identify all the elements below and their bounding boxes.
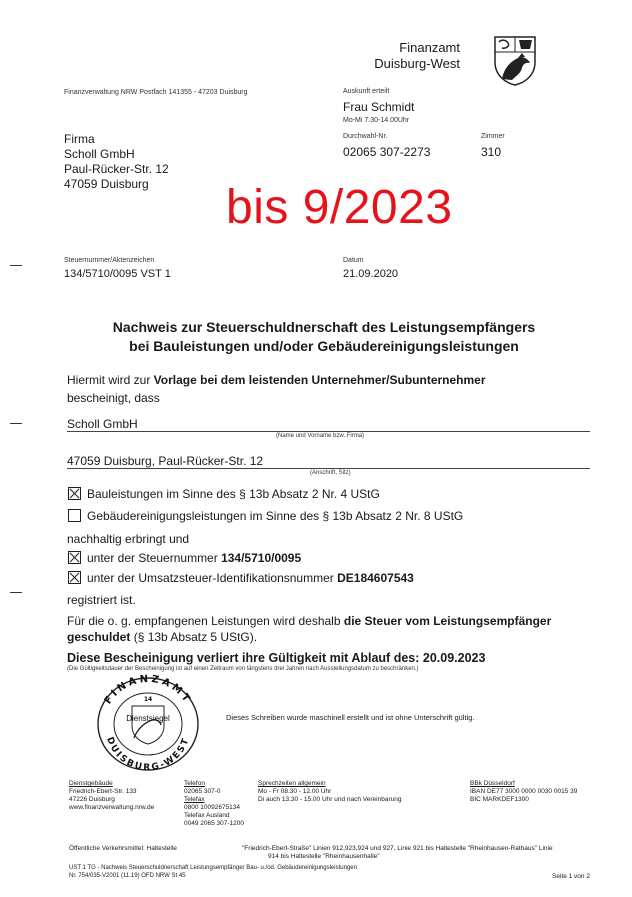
seal-bottom-text: DUISBURG-WEST	[104, 735, 192, 774]
footer-website-link[interactable]: www.finanzverwaltung.nrw.de	[69, 804, 155, 811]
registered-text: registriert ist.	[67, 593, 136, 607]
footer-bank-title: BBk Düsseldorf	[470, 780, 515, 787]
contact-phone: 02065 307-2273	[343, 145, 431, 159]
sender-line: Finanzverwaltung NRW Postfach 141355 - 47203 Duisburg	[64, 89, 248, 96]
footer-bank-line: BIC MARKDEF1300	[470, 796, 529, 803]
contact-room: 310	[481, 145, 502, 159]
footer-building-line: Friedrich-Ebert-Str. 133	[69, 788, 137, 795]
phone-label: Durchwahl-Nr.	[343, 133, 388, 140]
consequence-bold2: geschuldet	[67, 630, 131, 644]
info-label: Auskunft erteilt	[343, 88, 390, 95]
recipient-line: Firma	[64, 132, 95, 146]
footer-bank-line: IBAN DE77 3000 0000 0030 0015 39	[470, 788, 578, 795]
fold-mark-bottom	[10, 592, 22, 593]
service-label: Bauleistungen im Sinne des § 13b Absatz 2 Nr. 4 UStG	[87, 487, 380, 501]
construction-checkbox[interactable]	[68, 487, 81, 500]
consequence-prefix: Für die o. g. empfangenen Leistungen wird deshalb	[67, 614, 344, 628]
page-number: Seite 1 von 2	[552, 873, 590, 880]
footer-building	[69, 780, 154, 812]
footer-hours-line: Di auch 13.30 - 15.00 Uhr und nach Vereinbarung	[258, 796, 402, 803]
footer-building-line: 47226 Duisburg	[69, 796, 115, 803]
form-line1: UST 1 TG - Nachweis Steuerschuldnerschaft Leistungsempfänger Bau- u./od. Gebäudereinigungsleistungen	[69, 865, 357, 871]
validity-heading: Diese Bescheinigung verliert ihre Gültigkeit mit Ablauf des: 20.09.2023	[67, 651, 486, 665]
sustain-text: nachhaltig erbringt und	[67, 532, 190, 546]
registration-prefix: unter der Umsatzsteuer-Identifikationsnummer	[87, 571, 338, 585]
cleaning-checkbox[interactable]	[68, 509, 81, 522]
registration-value: DE184607543	[337, 571, 414, 585]
official-seal-icon	[92, 674, 204, 774]
address-value: 47059 Duisburg, Paul-Rücker-Str. 12	[67, 454, 264, 468]
intro-prefix: Hiermit wird zur	[67, 373, 154, 387]
tax-number-checkbox[interactable]	[68, 551, 81, 564]
consequence-bold1: die Steuer vom Leistungsempfänger	[343, 614, 552, 628]
seal-stamp-label: Dienstsiegel	[126, 714, 170, 723]
validity-annotation: bis 9/2023	[226, 181, 453, 234]
office-city: Duisburg-West	[374, 56, 460, 71]
registration-vat-id	[68, 571, 414, 585]
vat-id-checkbox[interactable]	[68, 571, 81, 584]
registration-value: 134/5710/0095	[221, 551, 302, 565]
recipient-line: 47059 Duisburg	[64, 177, 149, 191]
footer-phone-title: Telefon	[184, 780, 205, 787]
footer-transport-text: "Friedrich-Ebert-Straße" Linien 912,923,924 und 927, Linie 921 bis Haltestelle "Rheinhausen-Rathaus" Linie	[242, 845, 553, 852]
validity-note: (Die Gültigkeitsdauer der Bescheinigung ist auf einen Zeitraum von längstens drei Jahren nach Ausstellungsdatum zu beschränken.)	[67, 666, 419, 672]
consequence-suffix: (§ 13b Absatz 5 UStG).	[130, 630, 258, 644]
intro-text	[67, 373, 486, 387]
machine-note: Dieses Schreiben wurde maschinell erstellt und ist ohne Unterschrift gültig.	[226, 713, 475, 722]
footer-phone-number: 02065 307-0	[184, 788, 221, 795]
service-cleaning	[68, 509, 463, 523]
recipient-line: Paul-Rücker-Str. 12	[64, 162, 169, 176]
office-header	[374, 40, 460, 72]
title-line: Nachweis zur Steuerschuldnerschaft des Leistungsempfängers	[112, 319, 536, 335]
company-value: Scholl GmbH	[67, 417, 138, 431]
date-label: Datum	[343, 257, 364, 264]
form-line2: Nr. 754/035-V2001 (11.19) OFD NRW St 45	[69, 873, 186, 879]
footer-hours-title: Sprechzeiten allgemein	[258, 780, 326, 787]
footer-abroad-number: 0049 2065 307-1200	[184, 820, 245, 827]
service-label: Gebäudereinigungsleistungen im Sinne des § 13b Absatz 2 Nr. 8 UStG	[87, 509, 464, 523]
intro-line2: bescheinigt, dass	[67, 391, 160, 405]
recipient-line: Scholl GmbH	[64, 147, 135, 161]
consequence-line1	[67, 614, 551, 628]
contact-hours: Mo-Mi 7.30-14.00Uhr	[343, 117, 410, 124]
footer-phone	[184, 780, 244, 828]
footer-building-title: Dienstgebäude	[69, 780, 113, 787]
company-underline	[67, 431, 590, 432]
address-underline	[67, 468, 590, 469]
tax-ref-label: Steuernummer/Aktenzeichen	[64, 257, 155, 264]
footer-hours	[258, 780, 401, 804]
footer-transport-text2: 914 bis Haltestelle "Rheinhausenhalle"	[268, 853, 380, 860]
consequence-line2	[67, 630, 257, 644]
tax-ref-value: 134/5710/0095 VST 1	[64, 268, 171, 280]
registration-tax-number	[68, 551, 301, 565]
document-title	[64, 318, 584, 356]
punch-mark	[10, 423, 22, 424]
footer-hours-line: Mo - Fr 08.30 - 12.00 Uhr	[258, 788, 332, 795]
footer-bank	[470, 780, 577, 804]
footer-abroad-title: Telefax Ausland	[184, 812, 230, 819]
date-value: 21.09.2020	[343, 268, 399, 280]
footer-fax-number: 0800 10092675134	[184, 804, 241, 811]
recipient-address	[64, 132, 169, 192]
company-caption: (Name und Vorname bzw. Firma)	[276, 433, 365, 439]
footer-transport-label: Öffentliche Verkehrsmittel: Haltestelle	[69, 845, 177, 852]
nrw-coat-of-arms-icon	[492, 34, 538, 86]
seal-top-text: FINANZAMT	[102, 674, 194, 707]
title-line: bei Bauleistungen und/oder Gebäudereinigungsleistungen	[129, 338, 519, 354]
intro-bold: Vorlage bei dem leistenden Unternehmer/Subunternehmer	[153, 373, 486, 387]
seal-number: 14	[143, 696, 153, 703]
fold-mark-top	[10, 265, 22, 266]
footer-fax-title: Telefax	[184, 796, 205, 803]
address-caption: (Anschrift, Sitz)	[310, 470, 351, 476]
registration-prefix: unter der Steuernummer	[87, 551, 222, 565]
room-label: Zimmer	[481, 133, 505, 140]
contact-person: Frau Schmidt	[343, 100, 415, 114]
office-name: Finanzamt	[399, 40, 460, 55]
service-construction	[68, 487, 380, 501]
